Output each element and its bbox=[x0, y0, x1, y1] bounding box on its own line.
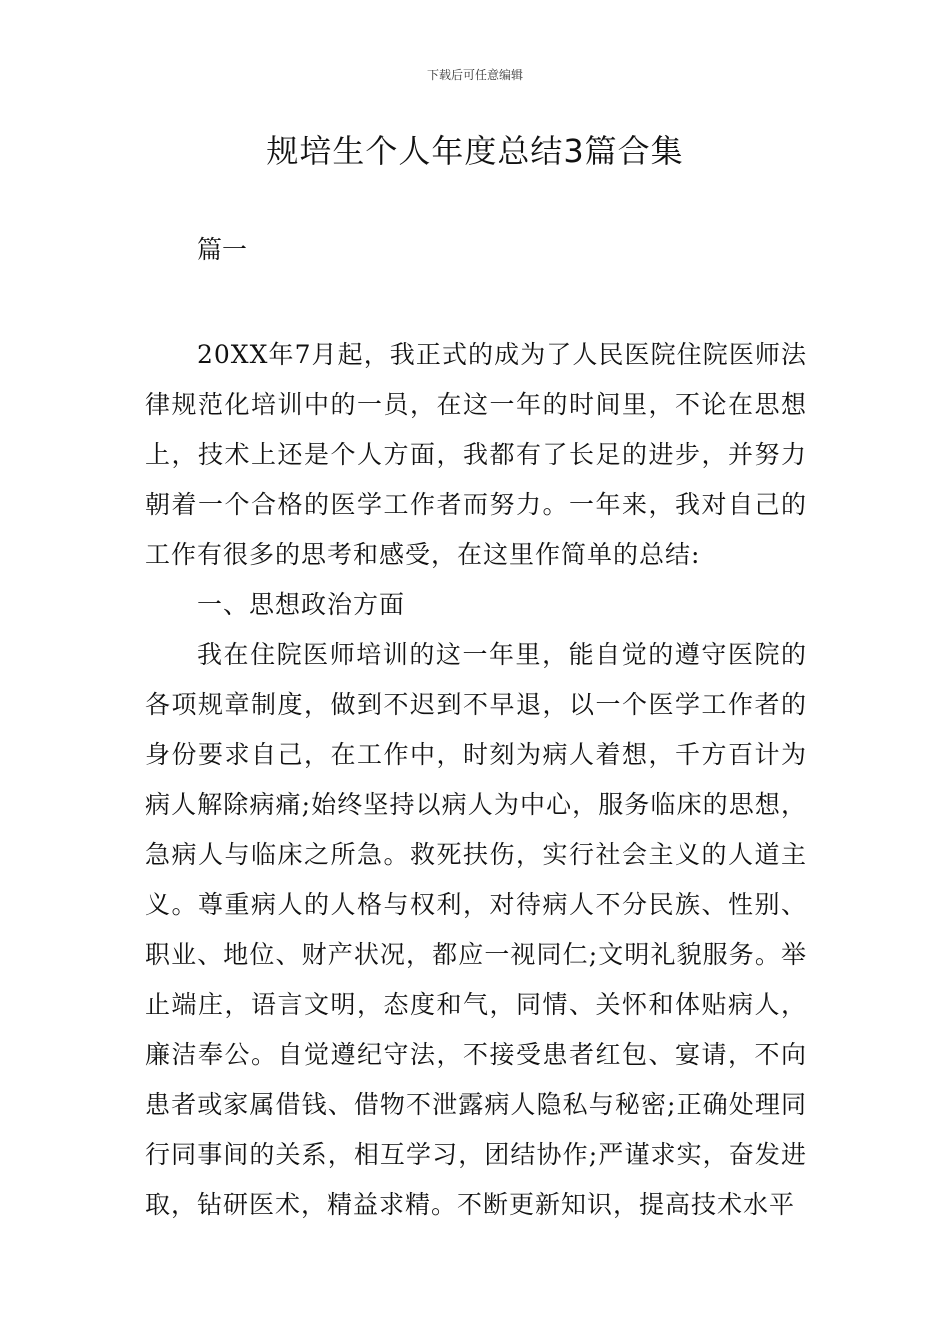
header-note: 下载后可任意编辑 bbox=[426, 68, 523, 82]
section-label: 篇一 bbox=[197, 235, 248, 264]
paragraph-heading-ideology: 一、思想政治方面 bbox=[197, 590, 406, 619]
paragraph-ideology: 我在住院医师培训的这一年里，能自觉的遵守医院的各项规章制度，做到不迟到不早退，以一个医学工作者的身份要求自己，在工作中，时刻为病人着想，千方百计为病人解除病痛;始终坚持以病人为中心，服务临床的思想，急病人与临床之所急。救死扶伤，实行社会主义的人道主义。尊重病人的人格与权利，对待病人不分民族、性别、职业、地位、财产状况，都应一视同仁;文明礼貌服务。举止端庄，语言文明，态度和气，同情、关怀和体贴病人，廉洁奉公。自觉遵纪守法，不接受患者红包、宴请，不向患者或家属借钱、借物不泄露病人隐私与秘密;正确处理同行同事间的关系，相互学习，团结协作;严谨求实，奋发进取，钻研医术，精益求精。不断更新知识，提高技术水平 bbox=[145, 640, 807, 1219]
body-text bbox=[145, 330, 807, 1230]
paragraph-intro: 20XX年7月起，我正式的成为了人民医院住院医师法律规范化培训中的一员，在这一年的时间里，不论在思想上，技术上还是个人方面，我都有了长足的进步，并努力朝着一个合格的医学工作者而努力。一年来，我对自己的工作有很多的思考和感受，在这里作简单的总结: bbox=[145, 340, 807, 569]
document-title: 规培生个人年度总结3篇合集 bbox=[266, 132, 684, 170]
